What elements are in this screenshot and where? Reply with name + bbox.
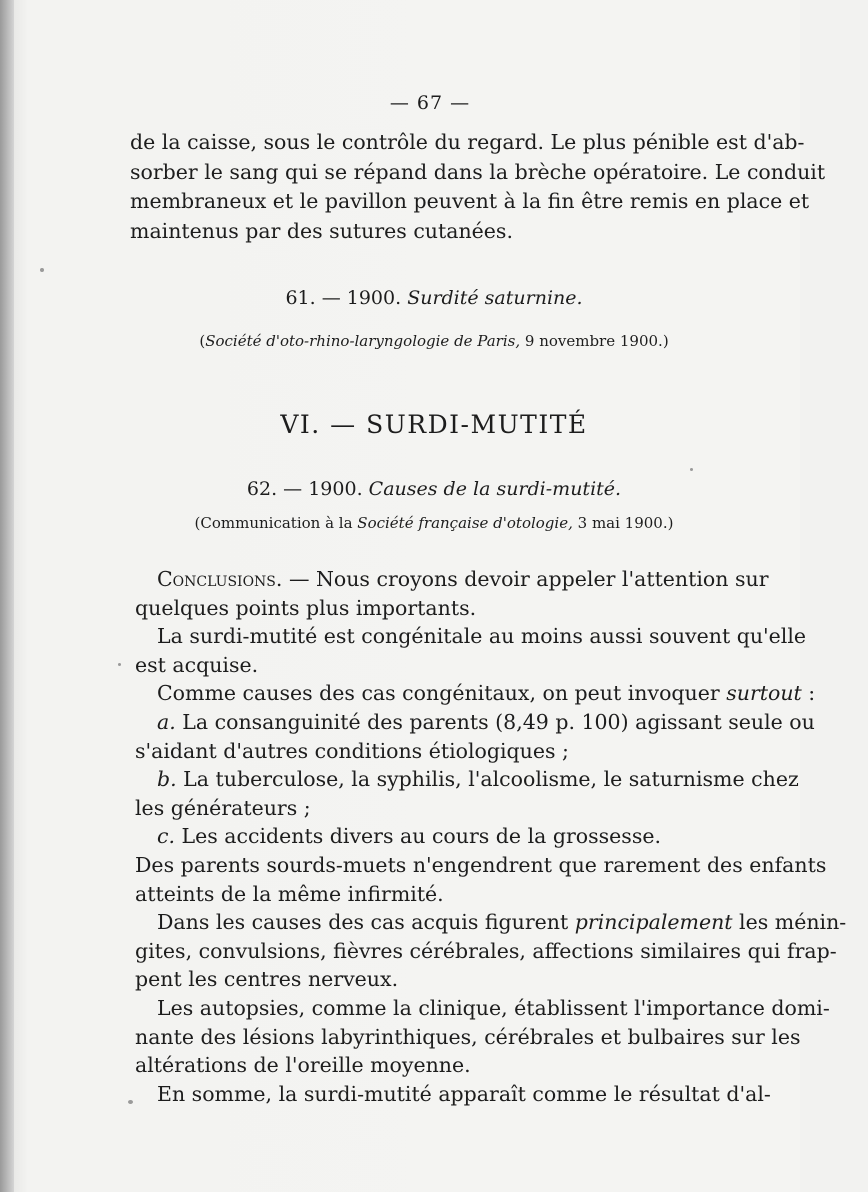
italic-word: surtout	[726, 681, 802, 706]
section-heading: VI. — SURDI-MUTITÉ	[280, 410, 588, 439]
entry-62-source	[0, 514, 868, 532]
conclusions-text	[135, 565, 847, 1108]
text-line: de la caisse, sous le contrôle du regard. Le plus pénible est d'ab-	[130, 130, 805, 154]
text-line: atteints de la même infirmité.	[135, 881, 444, 906]
text-line: sorber le sang qui se répand dans la brèche opératoire. Le conduit	[130, 159, 826, 184]
text-line: La surdi-mutité est congénitale au moins aussi souvent qu'elle	[157, 624, 807, 649]
text-line	[135, 822, 750, 851]
entry-number: 61. — 1900.	[285, 287, 402, 309]
text-line: membraneux et le pavillon peuvent à la fin être remis en place et	[130, 189, 810, 213]
text-line: En somme, la surdi-mutité apparaît comme le résultat d'al-	[157, 1081, 771, 1106]
source-prefix: (Communication à la	[194, 514, 358, 532]
line-text: les ménin-	[732, 910, 847, 935]
scan-speck	[40, 268, 44, 272]
scan-speck	[118, 663, 121, 666]
text-line	[135, 908, 847, 937]
text-line: nante des lésions labyrinthiques, cérébrales et bulbaires sur les	[135, 1024, 801, 1049]
conclusions-label: Conclusions.	[157, 567, 283, 591]
scan-speck	[690, 468, 693, 471]
entry-62-title	[0, 478, 868, 500]
entry-61-title	[0, 287, 868, 309]
scan-speck	[128, 1100, 133, 1104]
text-line: est acquise.	[135, 652, 259, 677]
line-text: Comme causes des cas congénitaux, on peut invoquer	[157, 681, 727, 706]
line-text: La consanguinité des parents (8,49 p. 100) agissant seule ou	[175, 709, 815, 734]
italic-word: principalement	[574, 910, 733, 935]
text-line: quelques points plus importants.	[135, 595, 477, 620]
entry-61-source	[0, 332, 868, 350]
line-text: Les accidents divers au cours de la grossesse.	[175, 824, 661, 849]
text-line: Des parents sourds-muets n'engendrent que rarement des enfants	[135, 852, 827, 877]
list-letter: c.	[157, 824, 175, 849]
text-line	[135, 565, 769, 594]
list-letter: a.	[157, 709, 176, 734]
line-text: :	[801, 681, 816, 706]
text-line	[135, 765, 799, 794]
text-line: altérations de l'oreille moyenne.	[135, 1053, 471, 1078]
source-society: Société française d'otologie,	[357, 514, 573, 532]
source-society: Société d'oto-rhino-laryngologie de Paris,	[205, 332, 521, 350]
text-line: s'aidant d'autres conditions étiologiques ;	[135, 738, 569, 763]
line-text: La tuberculose, la syphilis, l'alcoolisme, le saturnisme chez	[176, 767, 799, 792]
source-paren: (	[199, 332, 206, 350]
entry-number: 62. — 1900.	[246, 478, 363, 500]
line-text: — Nous croyons devoir appeler l'attention sur	[282, 567, 769, 591]
source-date: 9 novembre 1900.)	[520, 332, 669, 350]
intro-paragraph	[130, 128, 826, 246]
page-number: — 67 —	[389, 92, 471, 114]
text-line: gites, convulsions, fièvres cérébrales, affections similaires qui frap-	[135, 938, 837, 963]
text-line	[135, 679, 816, 708]
text-line: Les autopsies, comme la clinique, établissent l'importance domi-	[157, 995, 830, 1020]
line-text: Dans les causes des cas acquis figurent	[157, 910, 575, 935]
scan-shadow-edge	[0, 0, 14, 1192]
text-line	[135, 708, 815, 737]
list-letter: b.	[157, 767, 177, 792]
text-line: les générateurs ;	[135, 795, 311, 820]
source-date: 3 mai 1900.)	[572, 514, 674, 532]
text-line: maintenus par des sutures cutanées.	[130, 218, 513, 243]
text-line: pent les centres nerveux.	[135, 967, 399, 992]
entry-title-italic: Causes de la surdi-mutité.	[368, 478, 622, 500]
entry-title-italic: Surdité saturnine.	[407, 287, 583, 309]
